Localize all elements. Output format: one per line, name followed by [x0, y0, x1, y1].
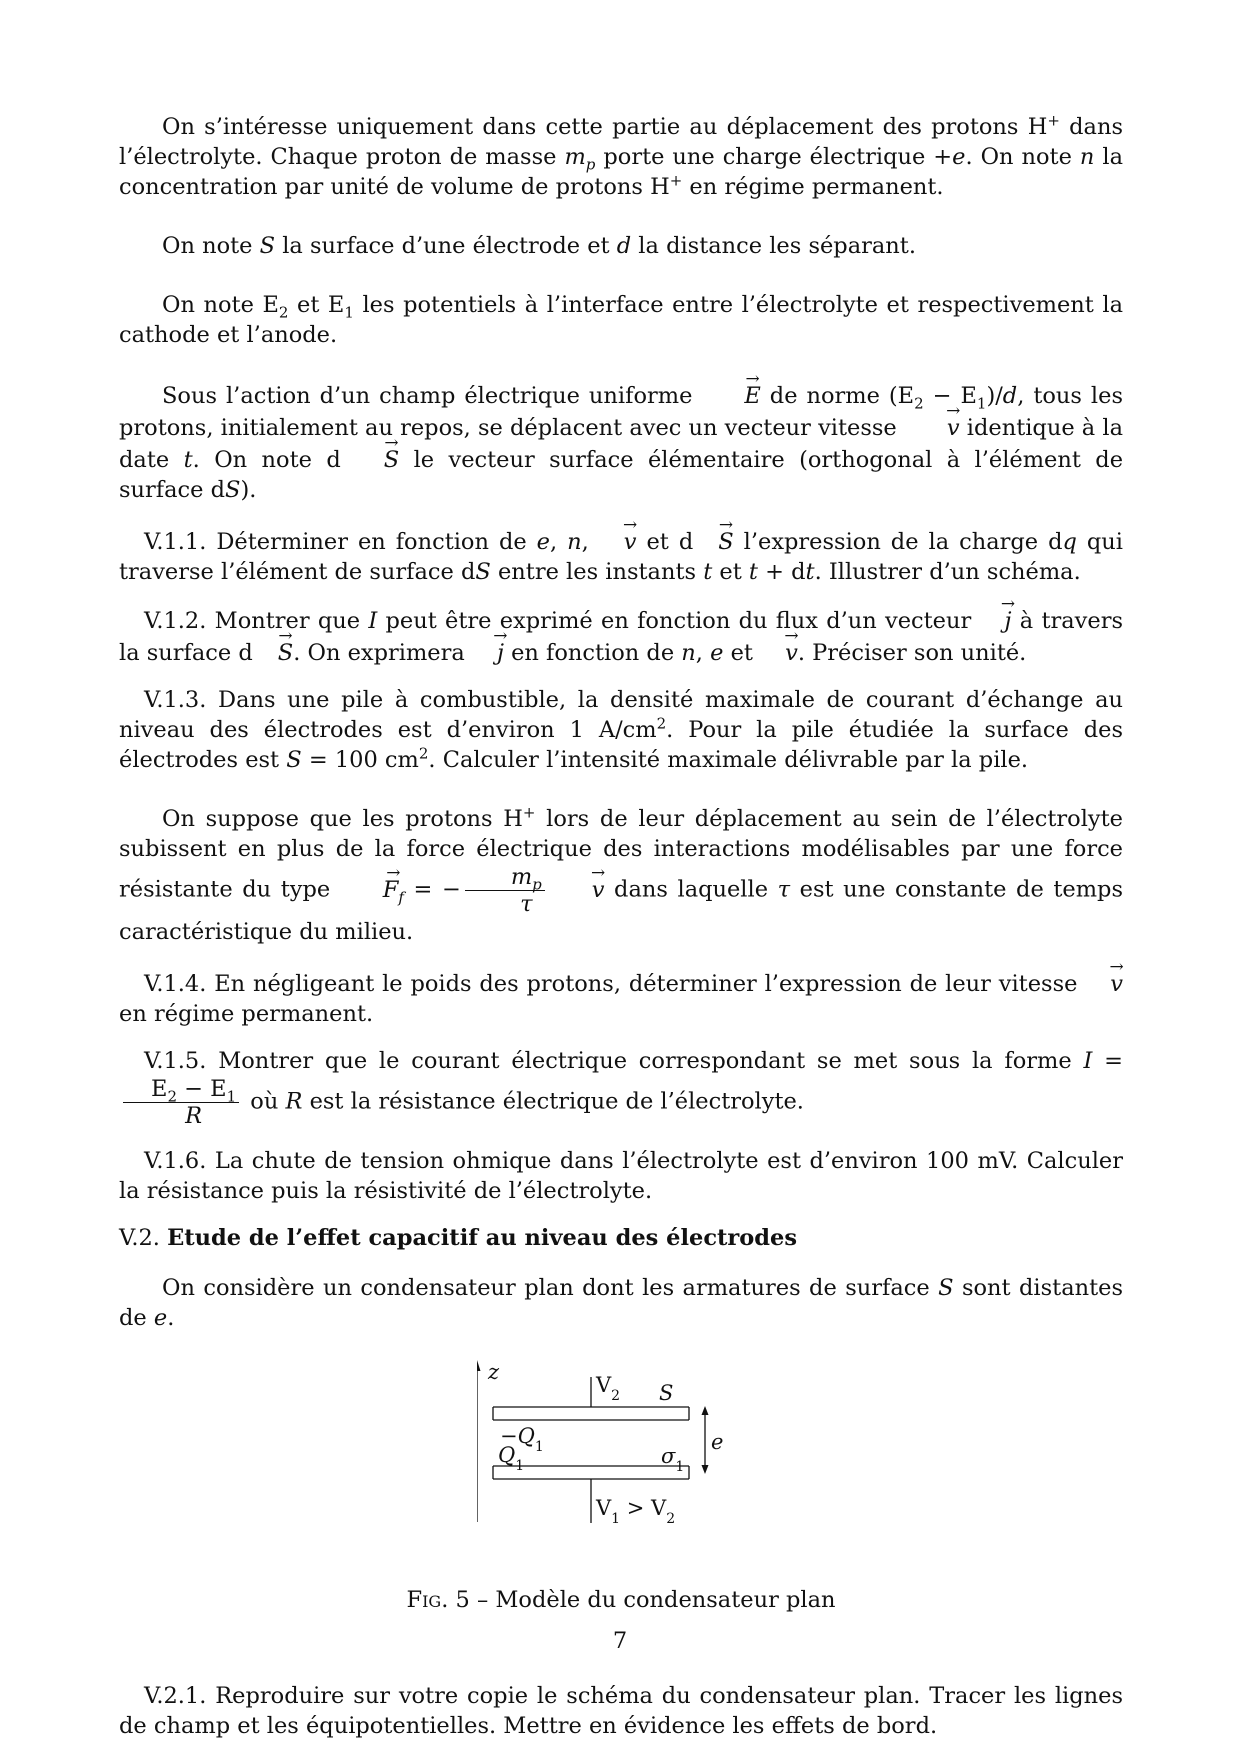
sigma1-label: $\sigma_1$ — [661, 1444, 685, 1475]
section-heading — [119, 1223, 1123, 1253]
minus-q1-label: $-Q_1$ — [500, 1424, 544, 1455]
q1-label: $Q_1$ — [498, 1443, 525, 1474]
question-v-1-4: V.1.4. En négligeant le poids des protons, déterminer l’expression de leur vitesse → v en régime permanent. — [119, 967, 1123, 1029]
question-v-1-6: V.1.6. La chute de tension ohmique dans l’électrolyte est d’environ 100 mV. Calculer la résistance puis la résistivité de l’électrolyte. — [119, 1148, 1123, 1204]
question-v-1-2: V.1.2. Montrer que I peut être exprimé en fonction du flux d’un vecteur → j à travers la surface d→ S. On exprimera → j en fonction de n, e et → v. Préciser son unité. — [119, 604, 1123, 668]
figure-caption-text: – Modèle du condensateur plan — [469, 1587, 836, 1613]
paragraph-protons: On s’intéresse uniquement dans cette partie au déplacement des protons H+ dans l’électrolyte. Chaque proton de masse $m_p$ porte une charge électrique +e. On note n la concentration par unité de volume de protons H+ en régime permanent. — [119, 111, 1123, 200]
z-axis-arrowhead — [477, 1360, 481, 1371]
figure-number: Fig. 5 — [406, 1587, 470, 1613]
question-v-2-1: V.2.1. Reproduire sur votre copie le schéma du condensateur plan. Tracer les lignes de champ et les équipotentielles. Mettre en évidence les effets de bord. — [119, 1683, 1123, 1739]
question-v-1-1: V.1.1. Déterminer en fonction de e, n, → v et d→ S l’expression de la charge dq qui traverse l’élément de surface dS entre les instants t et t + dt. Illustrer d’un schéma. — [119, 525, 1123, 587]
paragraph-potentials: On note $E_2$ et $E_1$ les potentiels à l’interface entre l’électrolyte et respectivement la cathode et l’anode. — [119, 292, 1124, 348]
surface-label: S — [659, 1381, 674, 1405]
paragraph-surface: On note S la surface d’une électrode et d la distance les séparant. — [162, 233, 916, 259]
distance-e-label: e — [711, 1430, 724, 1454]
question-v-1-3: V.1.3. Dans une pile à combustible, la densité maximale de courant d’échange au niveau des électrodes est d’environ 1 $A/cm^2$. Pour la pile étudiée la surface des électrodes est S = 100 $cm^2$. Calculer l’intensité maximale délivrable par la pile. — [119, 687, 1123, 773]
paragraph-field: Sous l’action d’un champ électrique uniforme → E de norme $(E_2 - E_1)/d$, tous les protons, initialement au repos, se déplacent avec un vecteur vitesse → v identique à la date t. On note d→ S le vecteur surface élémentaire (orthogonal à l’élément de surface dS). — [119, 379, 1123, 505]
section-title: Etude de l’effet capacitif au niveau des électrodes — [167, 1225, 797, 1251]
capacitor-diagram — [477, 1347, 777, 1577]
section-number: V.2. — [119, 1225, 160, 1251]
paragraph-capacitor: On considère un condensateur plan dont les armatures de surface S sont distantes de e. — [119, 1275, 1123, 1331]
figure-caption — [119, 1585, 1123, 1615]
page-number: 7 — [612, 1628, 628, 1654]
page-body — [119, 112, 1123, 1741]
capacitor-figure — [119, 1347, 1123, 1577]
v1-v2-label: $V_1 > V_2$ — [596, 1496, 676, 1527]
question-v-1-5: V.1.5. Montrer que le courant électrique correspondant se met sous la forme I = $\frac{E_2 - E_1}{R}$ où R est la résistance électrique de l’électrolyte. — [119, 1046, 1123, 1129]
v2-label: $V_2$ — [596, 1373, 621, 1404]
z-label: z — [488, 1360, 500, 1384]
paragraph-resistive-force: On suppose que les protons H+ lors de leur déplacement au sein de l’électrolyte subissent en plus de la force électrique des interactions modélisables par une force résistante du type → $F_f$ = − $\frac{m_p}{\tau}$ → v dans laquelle τ est une constante de temps caractéristique du milieu. — [119, 804, 1123, 947]
